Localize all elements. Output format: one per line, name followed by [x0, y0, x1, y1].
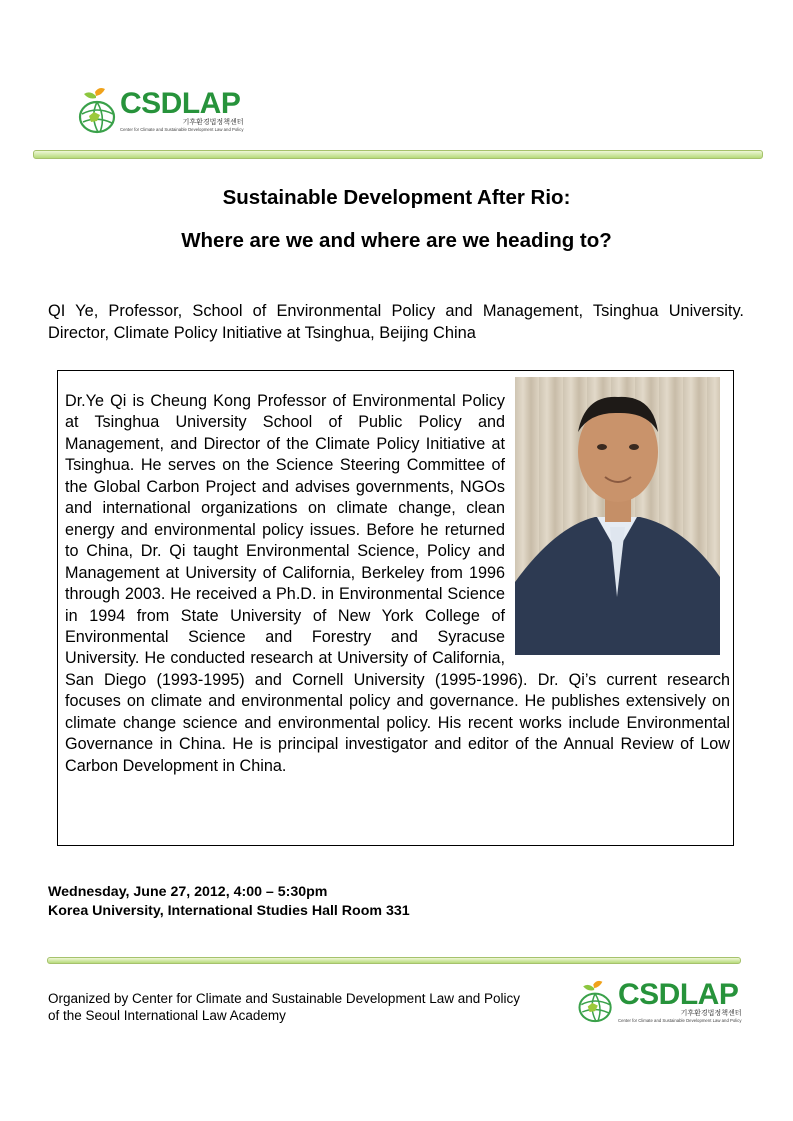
event-venue: Korea University, International Studies Hall Room 331 — [48, 903, 410, 919]
logo-korean-name: 기후환경법정책센터 — [182, 118, 244, 126]
speaker-affiliation: QI Ye, Professor, School of Environmental Policy and Management, Tsinghua University. Director, Climate Policy Initiative at Tsinghua, Beijing China — [48, 302, 744, 342]
top-divider — [33, 150, 763, 159]
organizer-line-2: of the Seoul International Law Academy — [48, 1008, 286, 1023]
logo-subtitle: Center for Climate and Sustainable Development Law and Policy — [618, 1017, 742, 1023]
speaker-photo — [515, 377, 720, 655]
bottom-divider — [47, 957, 741, 964]
csdlap-logo — [78, 86, 243, 134]
bio-box — [57, 370, 734, 846]
logo-name: CSDLAP — [120, 86, 241, 120]
organizer-credit — [48, 990, 520, 1024]
globe-leaf-icon — [576, 979, 616, 1023]
event-title: Sustainable Development After Rio: — [222, 186, 571, 209]
logo-korean-name: 기후환경법정책센터 — [680, 1009, 742, 1017]
globe-leaf-icon — [78, 86, 118, 134]
bio-container — [65, 391, 730, 777]
speaker-bio: Dr.Ye Qi is Cheung Kong Professor of Environmental Policy at Tsinghua University School of Public Policy and Management, and Director of the Climate Policy Initiative at Tsinghua. He serves on the Science Steering Committee of the Global Carbon Project and advises governments, NGOs and international organizations on climate change, clean energy and environmental policy issues. Before he returned to China, Dr. Qi taught Environmental Science, Policy and Management at University of California, Berkeley from 1996 through 2003. He received a Ph.D. in Environmental Science in 1994 from State University of New York College of Environmental Science and Forestry and Syracuse University. He conducted research at University of California, San Diego (1993-1995) and Cornell University (1995-1996). Dr. Qi’s current research focuses on climate and environmental policy and governance. He publishes extensively on climate change science and environmental policy. His recent works include Environmental Governance in China. He is principal investigator and editor of the Annual Review of Low Carbon Development in China. — [65, 392, 730, 775]
logo-name: CSDLAP — [618, 977, 739, 1011]
logo-subtitle: Center for Climate and Sustainable Development Law and Policy — [120, 126, 244, 132]
event-date-time: Wednesday, June 27, 2012, 4:00 – 5:30pm — [48, 884, 328, 900]
organizer-line-1: Organized by Center for Climate and Sustainable Development Law and Policy — [48, 991, 521, 1006]
event-subtitle: Where are we and where are we heading to? — [181, 229, 612, 252]
csdlap-logo-footer — [576, 979, 741, 1023]
